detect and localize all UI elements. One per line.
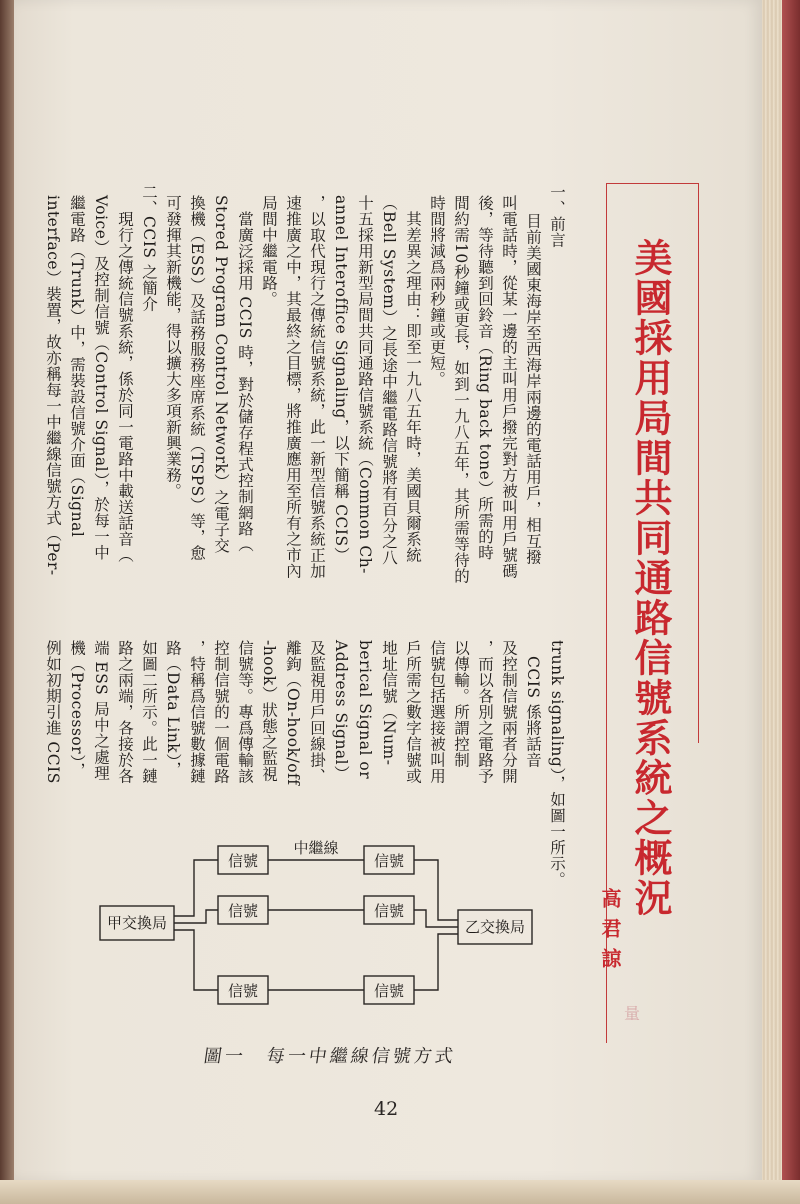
text-column: 其差異之理由：即至一九八五年時，美國貝爾系統: [404, 195, 422, 563]
text-column: 間約需10秒鐘或更長，如到一九八五年，其所需等待的: [452, 195, 470, 584]
text-column: 路（Data Link），: [164, 640, 182, 778]
text-column: -hook）狀態之監視: [260, 640, 278, 782]
text-column: Address Signal）: [332, 640, 350, 782]
text-column: berical Signal or: [356, 640, 374, 780]
book-spine-shadow: [0, 0, 14, 1204]
text-column: Stored Program Control Network）之電子交: [212, 195, 230, 554]
text-column: 時間將減爲兩秒鐘或更短。: [428, 195, 446, 387]
signal-box-label: 信號: [373, 852, 405, 870]
book-cover-edge: [782, 0, 800, 1204]
title-border-right: [698, 183, 699, 743]
book-bottom-edge: [0, 1180, 800, 1204]
text-column: 叫電話時，從某一邊的主叫用戶撥完對方被叫用戶號碼: [500, 195, 518, 579]
text-column: 以傳輸。所謂控制: [452, 640, 470, 768]
text-column: 換機（ESS）及話務服務座席系統（TSPS）等，愈: [188, 195, 206, 561]
text-column: 繼電路（Trunk）中，需裝設信號介面（Signal: [68, 195, 86, 538]
text-column: annel Interoffice Signaling，以下簡稱 CCIS）: [332, 195, 350, 563]
text-column: trunk signaling），如圖一所示。: [548, 640, 566, 888]
page-number: 42: [374, 1098, 399, 1120]
text-column: 控制信號的一個電路: [212, 640, 230, 784]
text-column: 現行之傳統信號系統，係於同一電路中載送話音（: [116, 195, 134, 563]
text-column: 端 ESS 局中之處理: [92, 640, 110, 781]
text-column: 速推廣之中，其最終之目標，將推廣應用至所有之市內: [284, 195, 302, 579]
text-column: Voice）及控制信號（Control Signal），於每一中: [92, 195, 110, 561]
text-column: 戶所需之數字信號或: [404, 640, 422, 784]
text-column: 當廣泛採用 CCIS 時，對於儲存程式控制網路（: [236, 195, 254, 553]
signal-box-label: 信號: [373, 902, 405, 920]
text-column: （Bell System）之長途中繼電路信號將有百分之八: [380, 195, 398, 566]
signal-box-label: 信號: [227, 982, 259, 1000]
text-column: 信號包括選接被叫用: [428, 640, 446, 784]
text-column: 及控制信號兩者分開: [500, 640, 518, 784]
section-heading-intro: 一、前言: [548, 184, 566, 248]
text-column: 可發揮其新機能，得以擴大多項新興業務。: [164, 195, 182, 499]
text-column: 信號等。專爲傳輸該: [236, 640, 254, 784]
text-column: ，以取代現行之傳統信號系統，此一新型信號系統正加: [308, 195, 326, 579]
right-office-label: 乙交換局: [464, 918, 526, 936]
text-column: 局間中繼電路。: [260, 195, 278, 307]
connector-line: [414, 934, 458, 990]
connector-line: [414, 910, 458, 927]
text-column: 如圖二所示。此一鏈: [140, 640, 158, 784]
trunk-line-label: 中繼線: [293, 839, 339, 857]
section-heading-ccis: 二、CCIS 之簡介: [140, 184, 158, 312]
figure-trunk-signaling-diagram: [96, 838, 576, 1038]
text-column: interface）裝置，故亦稱每一中繼線信號方式（Per-: [44, 195, 62, 576]
text-column: ，而以各別之電路予: [476, 640, 494, 784]
text-column: 離鉤（On-hook/off: [284, 640, 302, 786]
signal-box-label: 信號: [227, 902, 259, 920]
connector-line: [414, 860, 458, 920]
author-stamp: 量: [623, 1004, 640, 1023]
text-column: 例如初期引進 CCIS: [44, 640, 62, 784]
text-column: 十五採用新型局間共同通路信號系統（Common Ch-: [356, 195, 374, 574]
title-border-top: [606, 183, 699, 184]
text-column: 及監視用戶回線掛、: [308, 640, 326, 784]
connector-line: [174, 930, 218, 990]
diagram-canvas: [96, 838, 576, 1038]
signal-box-label: 信號: [227, 852, 259, 870]
signal-box-label: 信號: [373, 982, 405, 1000]
book-page: [14, 0, 762, 1182]
article-author: 高君諒: [598, 888, 622, 978]
article-title: 美國採用局間共同通路信號系統之概況: [628, 238, 672, 918]
text-column: 目前美國東海岸至西海岸兩邊的電話用戶，相互撥: [524, 213, 542, 565]
text-column: CCIS 係將話音: [524, 640, 542, 768]
text-column: 地址信號（Num-: [380, 640, 398, 766]
text-column: ，特稱爲信號數據鏈: [188, 640, 206, 784]
text-column: 後，等待聽到回鈴音（Ring back tone）所需的時: [476, 195, 494, 561]
connector-line: [174, 860, 218, 916]
figure-caption: 圖一 每一中繼線信號方式: [202, 1046, 458, 1067]
left-office-label: 甲交換局: [106, 914, 168, 932]
text-column: 機（Processor），: [68, 640, 86, 779]
text-column: 路之兩端，各接於各: [116, 640, 134, 784]
